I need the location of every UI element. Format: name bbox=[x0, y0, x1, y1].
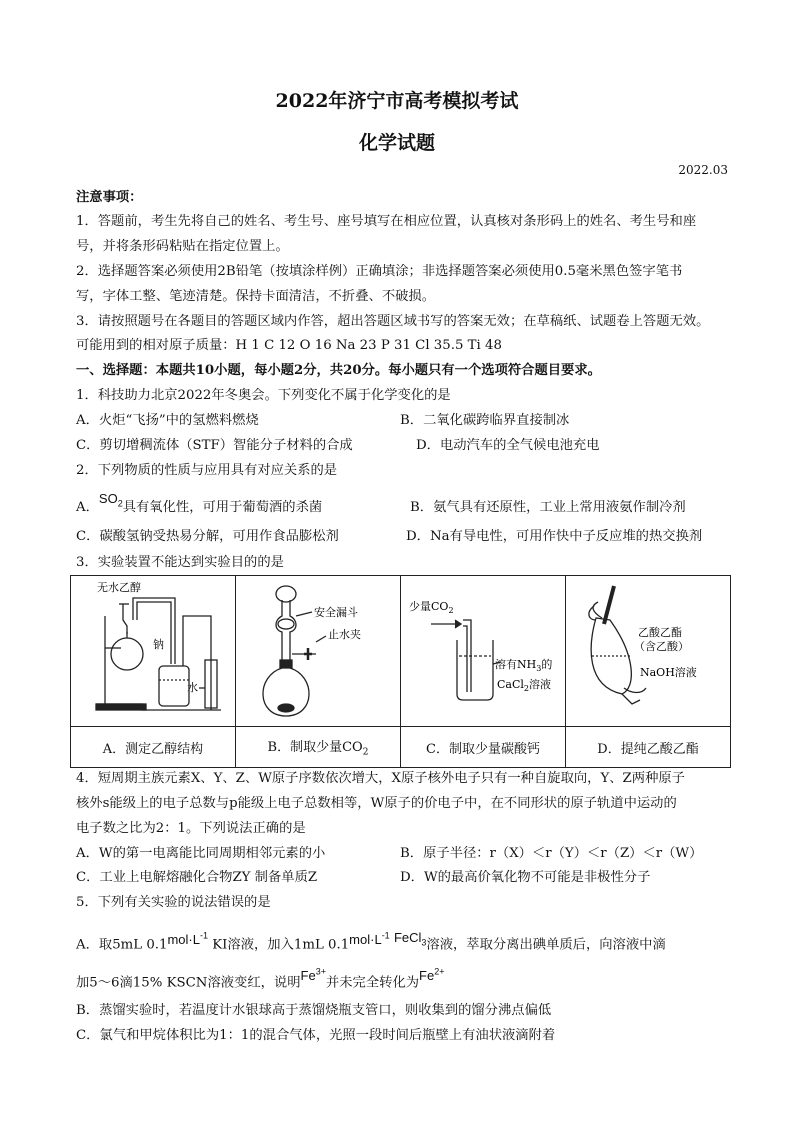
q5-option-c: C．氯气和甲烷体积比为1：1的混合气体，光照一段时间后瓶壁上有油状液滴附着 bbox=[76, 1028, 556, 1043]
fig-c-label-cacl2 bbox=[497, 677, 551, 693]
fig-c-label-nh3 bbox=[495, 657, 552, 673]
q5-option-a-line2 bbox=[76, 967, 445, 991]
q2-option-a bbox=[76, 491, 323, 521]
fig-a-label-sodium: 钠 bbox=[153, 638, 164, 651]
notice-item-1: 1．答题前，考生先将自己的姓名、考生号、座号填写在相应位置，认真核对条形码上的姓名、考生号和座 bbox=[76, 214, 697, 229]
q5-a2-fe3 bbox=[301, 968, 326, 983]
q3-caption-b-text: B．制取少量CO bbox=[267, 740, 363, 756]
q1-stem: 1．科技助力北京2022年冬奥会。下列变化不属于化学变化的是 bbox=[76, 388, 451, 403]
q4-option-b: B．原子半径：r（X）＜r（Y）＜r（Z）＜r（W） bbox=[400, 846, 703, 861]
fig-d-label-acid: （含乙酸） bbox=[634, 640, 689, 653]
q5-a-unit1 bbox=[167, 932, 208, 947]
notice-heading: 注意事项： bbox=[76, 190, 143, 205]
q1-option-b: B．二氧化碳跨临界直接制冰 bbox=[400, 413, 570, 428]
exam-date: 2022.03 bbox=[678, 163, 728, 177]
q5-a-unit2-text: mol·L bbox=[349, 932, 382, 948]
distillation-apparatus-illustration bbox=[71, 576, 235, 722]
q2-a-so: SO bbox=[98, 491, 118, 506]
fig-a-label-water: 水 bbox=[187, 681, 198, 694]
q4-stem-1: 4．短周期主族元素X、Y、Z、W原子序数依次增大，X原子核外电子只有一种自旋取向，Y、Z两种原子 bbox=[76, 771, 685, 786]
q1-option-c: C．剪切增稠流体（STF）智能分子材料的合成 bbox=[76, 438, 353, 453]
q3-figure-a bbox=[71, 576, 236, 727]
q4-option-a: A．W的第一电离能比同周期相邻元素的小 bbox=[76, 846, 326, 861]
q2-a-prefix: A． bbox=[76, 500, 99, 515]
q3-caption-d: D．提纯乙酸乙酯 bbox=[566, 727, 731, 768]
fig-d-label-naoh: NaOH溶液 bbox=[640, 666, 697, 679]
separatory-funnel-illustration bbox=[566, 576, 730, 722]
q4-option-c: C．工业上电解熔融化合物ZY 制备单质Z bbox=[76, 870, 318, 885]
exam-subtitle: 化学试题 bbox=[358, 132, 435, 154]
q5-a2-part1: 加5～6滴15% KSCN溶液变红，说明 bbox=[76, 975, 301, 991]
q2-a-formula bbox=[98, 491, 123, 509]
fig-c-label-co2 bbox=[409, 599, 454, 615]
q5-a-unit1-text: mol·L bbox=[167, 932, 200, 948]
q2-a-sub: 2 bbox=[117, 498, 123, 509]
gas-generator-illustration bbox=[236, 576, 400, 722]
q3-caption-b bbox=[236, 727, 401, 768]
q5-a-fecl3-text: FeCl bbox=[393, 930, 422, 946]
q5-a-part1: A．取5mL 0.1 bbox=[76, 937, 168, 953]
q5-a-part3: 溶液，萃取分离出碘单质后，向溶液中滴 bbox=[426, 937, 666, 953]
q3-figure-b bbox=[236, 576, 401, 727]
q1-option-d: D．电动汽车的全气候电池充电 bbox=[416, 438, 600, 453]
q2-option-b: B．氨气具有还原性，工业上常用液氨作制冷剂 bbox=[410, 500, 686, 515]
q5-a-unit1-exp: -1 bbox=[199, 931, 208, 941]
q5-a2-fe2-sup: 2+ bbox=[434, 967, 445, 977]
q2-option-d: D．Na有导电性，可用作快中子反应堆的热交换剂 bbox=[406, 529, 703, 544]
fig-b-label-funnel: 安全漏斗 bbox=[314, 606, 358, 619]
q3-stem: 3．实验装置不能达到实验目的的是 bbox=[76, 555, 284, 570]
fig-c-cacl2-sub: 2 bbox=[523, 684, 530, 693]
q5-a2-fe3-sup: 3+ bbox=[315, 967, 326, 977]
fig-c-nh3-text: 溶有NH bbox=[495, 658, 537, 671]
q5-option-b: B．蒸馏实验时，若温度计水银球高于蒸馏烧瓶支管口，则收集到的馏分沸点偏低 bbox=[76, 1003, 552, 1018]
q5-a2-fe3-text: Fe bbox=[300, 968, 316, 984]
q5-a-unit2-exp: -1 bbox=[381, 931, 390, 941]
section-heading: 一、选择题：本题共10小题，每小题2分，共20分。每小题只有一个选项符合题目要求。 bbox=[76, 363, 601, 378]
fig-c-co2-sub: 2 bbox=[448, 606, 454, 615]
notice-item-2: 2．选择题答案必须使用2B铅笔（按填涂样例）正确填涂；非选择题答案必须使用0.5毫米黑色签字笔书 bbox=[76, 264, 683, 279]
q5-a-fecl3 bbox=[393, 930, 427, 948]
q4-stem-3: 电子数之比为2：1。下列说法正确的是 bbox=[76, 821, 306, 836]
notice-item-1-cont: 号，并将条形码粘贴在指定位置上。 bbox=[76, 239, 289, 254]
atomic-masses: 可能用到的相对原子质量：H 1 C 12 O 16 Na 23 P 31 Cl 35.5 Ti 48 bbox=[76, 338, 502, 353]
q3-figure-d bbox=[566, 576, 731, 727]
fig-c-nh3-sub: 3 bbox=[536, 664, 542, 673]
q5-a-unit2 bbox=[349, 932, 390, 947]
q5-a-fecl3-sub: 3 bbox=[421, 937, 427, 948]
q2-stem: 2．下列物质的性质与应用具有对应关系的是 bbox=[76, 463, 338, 478]
q3-apparatus-table bbox=[70, 575, 731, 768]
q5-stem: 5．下列有关实验的说法错误的是 bbox=[76, 895, 271, 910]
fig-c-cacl2-end: 溶液 bbox=[529, 678, 552, 691]
q4-option-d: D．W的最高价氧化物不可能是非极性分子 bbox=[400, 870, 651, 885]
q5-a2-part2: 并未完全转化为 bbox=[325, 975, 420, 991]
q5-a2-fe2 bbox=[419, 968, 444, 983]
fig-a-label-ethanol: 无水乙醇 bbox=[97, 581, 141, 594]
q1-option-a: A．火炬“飞扬”中的氢燃料燃烧 bbox=[76, 413, 259, 428]
exam-title: 2022年济宁市高考模拟考试 bbox=[275, 90, 519, 112]
q5-option-a-line1 bbox=[76, 932, 666, 958]
q3-caption-c: C．制取少量碳酸钙 bbox=[401, 727, 566, 768]
q3-caption-a: A．测定乙醇结构 bbox=[71, 727, 236, 768]
q3-figure-c bbox=[401, 576, 566, 727]
q3-caption-b-sub: 2 bbox=[362, 747, 369, 758]
q2-option-c: C．碳酸氢钠受热易分解，可用作食品膨松剂 bbox=[76, 529, 339, 544]
fig-c-cacl2-text: CaCl bbox=[497, 678, 524, 691]
q5-a-part2: KI溶液，加入1mL 0.1 bbox=[208, 937, 350, 953]
beaker-gas-illustration bbox=[401, 576, 565, 722]
q2-a-rest: 具有氧化性，可用于葡萄酒的杀菌 bbox=[122, 500, 323, 515]
q5-a2-fe2-text: Fe bbox=[419, 968, 435, 984]
fig-c-co2-text: 少量CO bbox=[409, 600, 449, 613]
fig-b-label-clamp: 止水夹 bbox=[328, 628, 361, 641]
notice-item-2-cont: 写，字体工整、笔迹清楚。保持卡面清洁，不折叠、不破损。 bbox=[76, 289, 436, 304]
q4-stem-2: 核外s能级上的电子总数与p能级上电子总数相等，W原子的价电子中，在不同形状的原子轨道中运动的 bbox=[76, 796, 677, 811]
fig-d-label-ester: 乙酸乙酯 bbox=[638, 626, 682, 639]
notice-item-3: 3．请按照题号在各题目的答题区域内作答，超出答题区域书写的答案无效；在草稿纸、试题卷上答题无效。 bbox=[76, 314, 710, 329]
fig-c-nh3-end: 的 bbox=[541, 658, 553, 671]
